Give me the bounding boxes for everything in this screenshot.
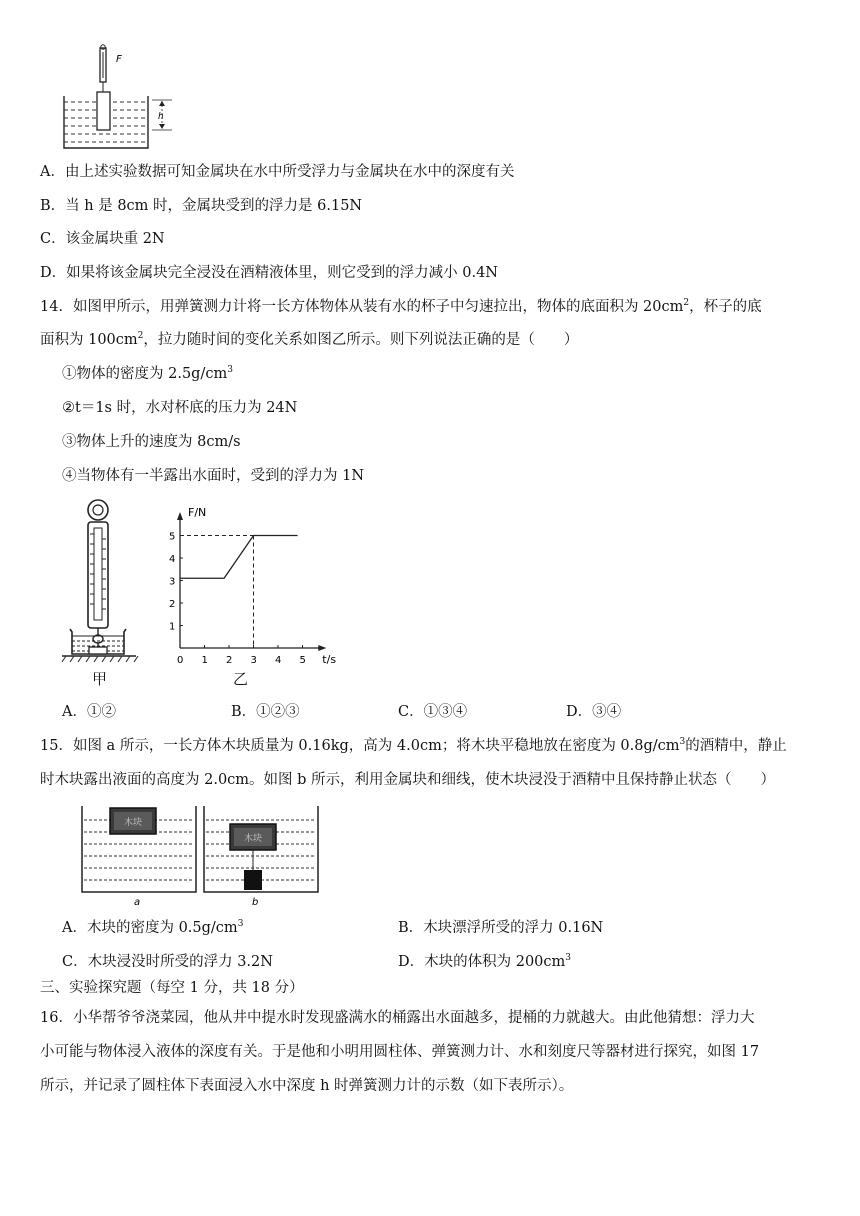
q15-option-d: D．木块的体积为 $200cm^3$ <box>398 953 572 970</box>
q16-line1: 16．小华帮爷爷浇菜园，他从井中提水时发现盛满水的桶露出水面越多，提桶的力就越大。由此他猜想：浮力大 <box>40 1010 755 1026</box>
q14-chart <box>160 500 360 670</box>
y-tick-label: 3 <box>169 576 176 588</box>
y-axis-arrow <box>177 512 183 520</box>
x-axis-arrow <box>318 645 326 651</box>
q13-option-b: B．当 h 是 8cm 时，金属块受到的浮力是 6.15N <box>40 198 363 214</box>
x-tick-label: 2 <box>226 655 233 666</box>
y-tick-label: 5 <box>169 531 176 543</box>
q14-statement-1: ①物体的密度为 $2.5g/cm^3$ <box>62 365 233 382</box>
series-line <box>180 536 298 579</box>
q15-block-b-text: 木块 <box>244 834 263 844</box>
q14-stem-line1: 14．如图甲所示，用弹簧测力计将一长方体物体从装有水的杯子中匀速拉出，物体的底面积为 $20cm^2$，杯子的底 <box>40 298 762 315</box>
q14-figure-jia <box>58 496 140 688</box>
q13-option-d: D．如果将该金属块完全浸没在酒精液体里，则它受到的浮力减小 0.4N <box>40 265 498 281</box>
q13-figure <box>60 44 190 152</box>
q15-label-a: a <box>134 897 141 908</box>
x-axis-label: t/s <box>322 653 337 666</box>
q14-option-d: D．③④ <box>566 704 622 720</box>
q13-option-c: C．该金属块重 2N <box>40 231 165 247</box>
q14-option-b: B．①②③ <box>231 704 300 720</box>
q14-statement-4: ④当物体有一半露出水面时，受到的浮力为 1N <box>62 468 365 484</box>
x-tick-label: 1 <box>201 655 208 666</box>
y-tick-label: 4 <box>169 554 176 565</box>
q13-option-a: A．由上述实验数据可知金属块在水中所受浮力与金属块在水中的深度有关 <box>40 164 515 180</box>
force-label: F <box>116 54 122 65</box>
x-tick-label: 3 <box>250 655 257 666</box>
q14-statement-2: ②t＝1s 时，水对杯底的压力为 24N <box>62 400 298 416</box>
q16-line3: 所示，并记录了圆柱体下表面浸入水中深度 h 时弹簧测力计的示数（如下表所示）。 <box>40 1078 574 1094</box>
y-tick-label: 1 <box>169 621 176 633</box>
q15-option-a: A．木块的密度为 $0.5g/cm^3$ <box>62 919 244 936</box>
depth-label: h <box>158 112 164 122</box>
q15-option-c: C．木块浸没时所受的浮力 3.2N <box>62 954 273 970</box>
y-axis-label: F/N <box>188 506 207 519</box>
q14-statement-3: ③物体上升的速度为 8cm/s <box>62 434 241 450</box>
q14-figure-label-yi: 乙 <box>233 670 249 688</box>
q14-stem-line2: 面积为 $100cm^2$，拉力随时间的变化关系如图乙所示。则下列说法正确的是（ ） <box>40 331 579 348</box>
q15-stem-line1: 15．如图 a 所示，一长方体木块质量为 0.16kg，高为 4.0cm；将木块平稳地放在密度为 $0.8g/cm^3$的酒精中，静止 <box>40 737 787 754</box>
y-tick-label: 2 <box>169 599 176 610</box>
x-tick-label: 5 <box>299 655 306 666</box>
x-tick-label: 0 <box>177 655 184 666</box>
x-tick-label: 4 <box>275 655 282 666</box>
q14-figure-label-jia: 甲 <box>92 670 108 688</box>
q15-stem-line2: 时木块露出液面的高度为 2.0cm。如图 b 所示，利用金属块和细线，使木块浸没于酒精中且保持静止状态（ ） <box>40 772 776 788</box>
q14-option-a: A．①② <box>62 704 116 720</box>
q15-figure <box>78 804 324 908</box>
section-3-title: 三、实验探究题（每空 1 分，共 18 分） <box>40 980 304 996</box>
q16-line2: 小可能与物体浸入液体的深度有关。于是他和小明用圆柱体、弹簧测力计、水和刻度尺等器材进行探究，如图 17 <box>40 1044 760 1060</box>
q15-option-b: B．木块漂浮所受的浮力 0.16N <box>398 920 604 936</box>
q14-option-c: C．①③④ <box>398 704 468 720</box>
q15-block-a-text: 木块 <box>124 818 143 828</box>
q15-label-b: b <box>252 897 259 908</box>
